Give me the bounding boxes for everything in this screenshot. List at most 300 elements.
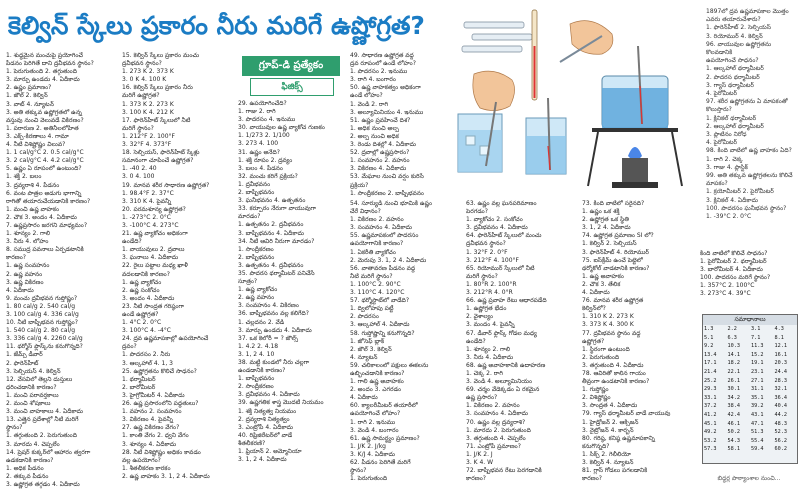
question-line: 57. థర్మోస్టాట్‌లో వాడేది? <box>350 297 410 305</box>
question-line: 3. మారదు 4. చెప్పలేం <box>6 440 60 448</box>
question-line: 1. ఉష్ణ వ్యాకోచం <box>122 278 162 286</box>
question-line: 1. 98.4°F 2. 37°C <box>122 189 174 197</box>
question-line: 2. సాంద్రీకరణం <box>238 383 274 391</box>
subject-label: ఫిజిక్స్ <box>250 78 334 96</box>
question-line: 3. మార్పు ఉండదు 4. ఏదీకాదు <box>238 326 312 334</box>
question-line: 1. అధిక పీడనం <box>6 464 44 472</box>
question-line: 1. మంచి ఉష్ణ వాహకం <box>6 205 60 213</box>
question-line: 3. 212°F 4. 100°F <box>466 256 519 264</box>
question-line: మారడం? <box>238 213 261 221</box>
question-line: 64. ఫారెన్‌హీట్ స్కేలులో మంచు <box>466 232 542 240</box>
answer-cell: 27.1 <box>751 377 764 384</box>
answer-cell: 40.4 <box>774 403 787 410</box>
answer-cell: 22.1 <box>727 368 740 375</box>
question-line: 3. 110°C 4. 120°C <box>350 289 405 297</box>
question-line: 24. ద్రవ ఉష్ణమాపకాల్లో ఉపయోగించే <box>122 335 209 343</box>
question-line: 4. ఏదీకాదు <box>350 394 378 402</box>
answer-cell: 50.2 <box>727 429 740 436</box>
question-line: 69. చర్మం వేడెక్కడం ఏ రకమైన <box>466 386 540 394</box>
question-line: 1. కాంతి వేగం 2. ధ్వని వేగం <box>122 432 189 440</box>
question-line: 1. 212°F 2. 100°F <box>122 132 175 140</box>
question-line: 1. ఉష్ణ అవాహకం <box>582 272 624 280</box>
question-line: 1. పాదరసం 2. ఇనుము <box>350 68 408 76</box>
question-line: 1. జోసెఫ్ బ్లాక్ <box>350 337 385 345</box>
question-line: కనుగొన్నది? <box>582 442 610 450</box>
question-line: 50. ఉష్ణ వాహకత్వం అధికంగా <box>350 84 421 92</box>
answer-cell: 7.1 <box>751 334 761 341</box>
question-line: 1. ద్విలోహపు పట్టీ <box>350 305 394 313</box>
question-line: 1. J/K 2. J/kg <box>350 442 386 450</box>
answer-row <box>703 368 797 377</box>
question-line: 1. గాలి ఉష్ణ అవాహకం <box>350 378 404 386</box>
question-line: 1. వికిరణం 2. వహనం <box>350 216 404 224</box>
question-line: 1. వాయువులు 2. ద్రవాలు <box>122 246 185 254</box>
question-line: 2. మంచి శోషకాలు <box>6 400 51 408</box>
answer-cell: 39.2 <box>751 403 764 410</box>
question-column-7 <box>700 250 796 310</box>
question-line: 3. ఘనాలు 4. ఏదీకాదు <box>122 254 179 262</box>
question-line: 3. 1, 2 4. 10 <box>238 350 275 358</box>
question-line: 3. ద్రవ్యరాశి 4. పీడనం <box>6 181 60 189</box>
question-line: 3. సాంద్రత 4. ఏదీకాదు <box>582 402 638 410</box>
question-line: కింది వాటిలో కొలిచే సాధనం? <box>700 250 768 257</box>
question-line: 1. శీతలీకరణ కారకం <box>122 464 171 472</box>
answer-row <box>703 411 797 420</box>
thermometer-strip-3 <box>462 46 522 52</box>
question-line: 1. 4°C 2. 0°C <box>122 319 162 327</box>
question-line: చేరే విధానం? <box>350 208 381 216</box>
question-line: 2. అల్ప నుంచి అధిక <box>350 132 399 140</box>
section-banner: గ్రూప్-డి ప్రత్యేకం <box>242 56 340 76</box>
question-line: 1. 357°C 2. 100°C <box>700 282 755 290</box>
answer-cell: 36.4 <box>774 394 787 401</box>
question-line: 1. శూన్యం 2. గాలి <box>6 230 51 238</box>
question-line: 1. సిక్స్ 2. గెలీలియో <box>582 450 631 458</box>
question-line: 61. ఉష్ణ సామర్థ్యం ప్రమాణం? <box>350 434 420 442</box>
answer-cell: 26.1 <box>727 377 740 384</box>
answer-row <box>703 420 797 429</box>
question-line: 1. 540 cal/g 2. 80 cal/g <box>6 327 76 335</box>
question-line: 29. ఉపయోగించేది? <box>238 100 287 107</box>
lab-illustration <box>452 6 702 196</box>
answer-cell: 38.4 <box>727 403 740 410</box>
question-line: 1. 32°F 2. 0°F <box>466 248 508 256</box>
question-line: 74. ఉష్ణోగ్రత ప్రమాణం SI లో? <box>582 232 654 240</box>
question-line: 78. ఆవిరితో కాలిన గాయం <box>582 369 646 377</box>
left-hand <box>473 71 515 110</box>
answer-cell: 28.3 <box>774 377 787 384</box>
question-line: 17. ఫారెన్‌హీట్ స్కేలులో నీటి <box>122 116 191 124</box>
question-line: 3. 0 4. 100 <box>122 173 155 181</box>
question-line: 1. ఉష్ణ సంవహనం <box>6 262 50 270</box>
question-line: వస్తువు నుంచి వెలువడే వికిరణం? <box>6 116 84 124</box>
question-line: 28. నీటి విశిష్టోష్ణం అధికం కావడం <box>122 448 201 456</box>
question-line: 3. ఆల్కహాల్ 4. 1, 3 <box>122 359 173 367</box>
question-line: 63. ఉష్ణం వల్ల ఘనపరిమాణం <box>466 200 537 207</box>
question-line: 3. శూన్యం 4. ఏదీకాదు <box>122 440 177 448</box>
question-column-3 <box>238 100 346 490</box>
answer-cell: 54.3 <box>727 437 740 444</box>
question-line: 3. 32°F 4. 373°F <box>122 141 172 149</box>
question-line: 2. బాష్పీభవనం <box>238 189 275 197</box>
answer-cell: 30.1 <box>727 386 740 393</box>
answer-cell: 31.1 <box>751 386 764 393</box>
question-line: 3. ఉత్పతనం 4. ద్రవీభవనం <box>238 261 304 269</box>
question-line: 36. బాష్పీభవనం వల్ల కలిగేది? <box>238 310 309 318</box>
answer-cell: 57.3 <box>704 446 717 453</box>
question-line: శీతలీకరణి? <box>238 439 266 447</box>
question-line: 32. మంచు కరిగే ప్రక్రియ? <box>238 172 298 180</box>
question-line: 3. 0 K 4. 100 K <box>122 76 167 84</box>
answer-cell: 10.3 <box>727 343 740 350</box>
question-line: 80. గరిష్ఠ, కనిష్ఠ ఉష్ణమాపకాన్ని <box>582 434 655 442</box>
question-line: ఉష్ణ ప్రసారం? <box>466 394 498 402</box>
question-line: 7. ఉష్ణప్రసారం జరగని మాధ్యమం? <box>6 221 88 229</box>
question-line: 2. ఫారెన్‌హీట్ <box>6 359 39 367</box>
question-line: 1. పాదరసం 2. నీరు <box>122 351 171 359</box>
question-line: 1. చల్లదనం 2. వేడి <box>238 318 285 326</box>
question-line: ద్రవం? <box>122 343 137 351</box>
question-line: 2. ఉష్ణ వహనం <box>238 294 275 302</box>
question-line: 1. ద్రవీభవనం <box>238 180 271 188</box>
answer-row <box>703 359 797 368</box>
question-line: 12. వేసవిలో తెల్లని దుస్తులు <box>6 375 73 383</box>
question-line: 4. ఏదీకాదు <box>582 289 610 297</box>
question-line: 9. మంచు ద్రవీభవన గుప్తోష్ణం? <box>6 294 78 302</box>
question-line: 75. ఐస్‌క్రీమ్ ఉంచే పెట్టెలో <box>582 256 643 264</box>
question-column-5 <box>466 200 578 490</box>
question-line: 1. థర్మామీటర్ <box>122 375 156 383</box>
answer-key-box <box>702 314 798 464</box>
answer-cell: 49.2 <box>704 429 717 436</box>
question-line: కారణం? <box>6 254 26 262</box>
question-line: 3. -100°C 4. 273°C <box>122 221 179 229</box>
question-line: 67. డీవార్ ఫ్లాస్క్ గోడల మధ్య <box>466 329 537 337</box>
question-line: 1. 1 cal/g°C 2. 0.5 cal/g°C <box>6 149 84 157</box>
question-line: 2. ఉష్ణం ప్రమాణం? <box>6 84 52 92</box>
question-line: 3. 100°C 4. -4°C <box>122 327 171 335</box>
question-line: 3. మందం 4. పైవన్నీ <box>466 321 515 329</box>
answer-cell: 60.2 <box>774 446 787 453</box>
question-line: 2. ఉష్ణోగ్రత ఒక స్థితి <box>582 216 629 224</box>
question-line: 76. మానవ శరీర ఉష్ణోగ్రత <box>582 297 644 305</box>
question-line: 3. ద్రవీభవనం 4. ఏదీకాదు <box>238 391 300 399</box>
question-line: 3. ఉష్ణ వికిరణం <box>6 278 44 286</box>
question-line: 3. 273°C 4. 39°C <box>700 290 751 298</box>
question-line: ఉండే లోహం? <box>350 92 383 100</box>
answer-cell: 8.1 <box>774 334 784 341</box>
question-line: 68. ఉష్ణ అవాహకానికి ఉదాహరణ <box>466 361 546 369</box>
question-line: 2. జౌల్ 3. కెల్విన్ <box>350 345 392 353</box>
question-line: 3. సెల్సియస్ 4. కెల్విన్ <box>6 367 61 375</box>
question-line: 3. నీరు 4. ఏదీకాదు <box>466 353 514 361</box>
answer-row <box>703 402 797 411</box>
question-line: 3. సంవహనం 4. ఏదీకాదు <box>466 410 528 418</box>
question-line: 2. పెరుగుతుంది <box>582 353 620 361</box>
question-line: 1. -273°C 2. 0°C <box>122 213 171 221</box>
question-line: 1. పెరుగుతుంది <box>350 475 388 483</box>
question-line: ఉండేది? <box>466 337 486 345</box>
answer-cell: 4.3 <box>774 326 784 332</box>
question-line: 3. 1, 2 4. ఏదీకాదు <box>238 456 287 464</box>
question-line: 3. మంచి వాహకాలు 4. ఏదీకాదు <box>6 408 83 416</box>
question-line: 71. ఎంట్రోపీ ప్రమాణం? <box>466 442 521 450</box>
question-line: ధరించడానికి కారణం? <box>6 383 57 391</box>
question-line: 26. ఉష్ణ ప్రసారంలోని పద్ధతులు? <box>122 400 199 408</box>
question-line: 3. K/J 4. ఏదీకాదు <box>350 450 395 458</box>
answer-cell: 46.1 <box>727 420 740 427</box>
answer-cell: 32.1 <box>774 386 787 393</box>
question-column-1 <box>6 52 118 490</box>
answer-cell: 59.4 <box>751 446 764 453</box>
question-line: 3. 336 cal/g 4. 2260 cal/g <box>6 335 83 343</box>
question-line: 3. ద్రవీభవనం 4. ఏదీకాదు <box>466 224 528 232</box>
question-line: 62. పీడనం పెరిగితే మరిగే <box>350 459 411 466</box>
top-right-questions: 1897లో ద్రవ ఉష్ణమాపకాల మొత్తం ఎవరు తయారుచేశారు? 1. ఫారెన్‌హీట్ 2. సెల్సియస్ 3. రియోముర్‌ 4. కెల్విన్ 96. వాయువుల ఉష్ణోగ్రతను కొలవడానికి ఉపయోగించే సాధనం? 1. ఆల్కహాల్ థర్మామీటర్ 2. పాదరస థర్మామీటర్ 3. గ్యాస్ థర్మామీటర్ 4. పైరోమీటర్ 97. శరీర ఉష్ణోగ్రతను ఏ మాపకంతో కొలుస్తారు? 1. క్లినికల్ థర్మామీటర్ 2. ఆల్కహాల్ థర్మామీటర్ 3. ప్లాటినం నిరోధ 4. పైరోమీటర్ 98. కింది వాటిలో ఉష్ణ వాహకం ఏది? 1. రాగి 2. చెక్క 3. గాజు 4. ప్లాస్టిక్ 99. అతి తక్కువ ఉష్ణోగ్రతలను కొలిచే మాపకం? 1. క్రయోమీటర్ 2. పైరోమీటర్ 3. క్లినికల్ 4. ఏదీకాదు 100. పాదరసం ఘనీభవన స్థానం? 1. -39°C 2. 0°C <box>706 8 793 221</box>
question-line: మరిగే ఉష్ణోగ్రత? <box>122 92 160 100</box>
question-line: 1. పైరోమీటర్ 2. థర్మామీటర్ <box>700 258 767 266</box>
question-line: 3. సంవహనం 4. ఏదీకాదు <box>350 224 412 232</box>
question-line: 1. 80 cal/g 2. 540 cal/g <box>6 302 76 310</box>
question-line: 70. ఉష్ణం వల్ల ద్రవ్యరాశి? <box>466 418 526 426</box>
answer-cell: 58.1 <box>727 446 740 453</box>
question-column-4 <box>350 200 462 490</box>
question-line: 3. K 4. W <box>466 459 494 466</box>
question-line: 53. మేఘాల నుంచి వర్షం కురిసే <box>350 173 424 181</box>
answer-cell: 56.2 <box>774 437 787 444</box>
headline: కెల్విన్ స్కేలు ప్రకారం నీరు మరిగే ఉష్ణోగ్రత? <box>8 11 425 40</box>
question-line: పెరగడం? <box>466 208 488 216</box>
question-line: 3. తగ్గుతుంది 4. ఏదీకాదు <box>582 361 644 369</box>
question-line: 3. 273 4. 100 <box>238 140 279 148</box>
answer-cell: 3.1 <box>751 326 761 332</box>
question-line: 2. బాష్పీభవనం <box>238 253 275 261</box>
question-column-6 <box>582 200 694 490</box>
answer-key-table <box>703 325 797 454</box>
question-line: 2. ఉష్ణ వహనం <box>6 270 43 278</box>
question-line: 73. కింది వాటిలో సరైనది? <box>582 200 645 207</box>
question-line: ఉడకడానికి కారణం? <box>6 456 54 464</box>
question-line: 3. నైట్రోజన్ 4. కార్బన్ <box>582 426 634 434</box>
question-line: ఉండడానికి కారణం? <box>238 367 286 375</box>
question-line: 58. గుప్తోష్ణాన్ని కనుగొన్నది? <box>350 329 415 337</box>
question-line: 77. ద్రవీభవన స్థానం వద్ద <box>582 329 641 337</box>
question-line: 3. ఉష్ణోగ్రత తగ్గడం 4. ఏదీకాదు <box>6 480 80 488</box>
question-line: 3. వికిరణం 4. ఏదీకాదు <box>350 165 407 173</box>
question-line: 3. కెల్విన్ 4. న్యూటన్ <box>582 459 634 466</box>
question-line: 3. రాగి 4. బంగారం <box>350 76 396 84</box>
answer-cell: 6.3 <box>727 334 737 341</box>
question-line: 18. సెల్సియస్, ఫారెన్‌హీట్ స్కేళ్లు <box>122 149 200 157</box>
question-line: ఉష్ణోగ్రత? <box>582 337 605 345</box>
question-line: 2. ఉష్ణ వాహకం 3. 1, 2 4. ఏదీకాదు <box>122 472 210 480</box>
question-line: 4. న్యూటన్ <box>350 353 378 361</box>
answer-cell: 18.2 <box>727 360 740 367</box>
question-line: 72. బాష్పీభవన రేటు పెరగడానికి <box>466 467 542 475</box>
question-line: 3. ఎంట్రోపీ 4. ఏదీకాదు <box>238 423 293 431</box>
answer-cell: 55.4 <box>751 437 764 444</box>
answer-row <box>703 377 797 386</box>
question-line: 27. ఉష్ణ వికిరణం వేగం? <box>122 424 180 432</box>
answer-cell: 16.1 <box>774 351 787 358</box>
question-line: 1. హైడ్రోజన్ 2. ఆక్సిజన్ <box>582 418 639 426</box>
question-line: 1. సంవహనం 2. వహనం <box>350 157 410 165</box>
question-line: 8. సముద్ర పవనాలు ఏర్పడటానికి <box>6 246 84 254</box>
question-line: 3. ఘనీభవనం 4. ఉత్పతనం <box>238 197 306 205</box>
question-line: 2. ద్రవ్యరాశి నిత్యత్వం <box>238 415 290 423</box>
question-line: 31. ఉష్ణం అనేది? <box>238 148 280 156</box>
answer-row <box>703 342 797 351</box>
question-line: 2. అందం 3. ఎగరడం <box>350 386 402 394</box>
question-line: 39. ఉష్ణగతిక శాస్త్ర మొదటి నియమం <box>238 399 324 407</box>
answer-cell: 42.4 <box>727 411 740 418</box>
answer-row <box>703 351 797 360</box>
question-line: 1. శుద్ధమైన మంచుపై ప్రయోగించే <box>6 52 83 59</box>
question-line: 1. -40 2. 40 <box>122 165 157 173</box>
answer-cell: 19.1 <box>751 360 764 367</box>
question-line: 3. 100 cal/g 4. 336 cal/g <box>6 311 79 318</box>
answer-key-header: సమాధానాలు <box>703 315 797 325</box>
answer-row <box>703 325 797 334</box>
answer-cell: 11.3 <box>751 343 764 350</box>
question-line: పీడనం పెరిగితే దాని ద్రవీభవన స్థానం? <box>6 60 94 68</box>
question-line: 1. 100°C 2. 90°C <box>350 280 401 288</box>
answer-cell: 13.4 <box>704 351 717 358</box>
question-line: 3. వెండి 4. బంగారం <box>350 426 399 434</box>
question-line: 1. గుప్తోష్ణం <box>582 386 609 394</box>
question-line: 22. రైలు పట్టాల మధ్య ఖాళీ <box>122 262 189 270</box>
question-line: ఉబ్బించడానికి కారణం? <box>350 369 405 377</box>
answer-cell: 34.2 <box>727 394 740 401</box>
tripod-top <box>592 128 678 132</box>
question-line: తీవ్రంగా ఉండటానికి కారణం? <box>582 378 650 386</box>
question-line: 3. 1, 2 4. ఏదీకాదు <box>582 224 631 232</box>
question-line: 3. బాష్పీభవనం 4. ఏదీకాదు <box>238 229 304 237</box>
answer-cell: 29.3 <box>704 386 717 393</box>
question-line: 1. 310 K 2. 273 K <box>582 313 634 321</box>
question-line: 38. మట్టి కుండలో నీరు చల్లగా <box>238 359 310 366</box>
question-line: 1. 373 K 2. 273 K <box>122 100 174 108</box>
question-line: 1. 273 K 2. 373 K <box>122 68 174 76</box>
question-line: 52. ద్రవాల్లో ఉష్ణప్రసారం? <box>350 149 410 157</box>
question-column-2 <box>122 52 234 490</box>
question-line: 2. ఉష్ణ సంకోచం <box>122 286 160 294</box>
question-line: 66. ఉష్ణ ప్రవాహ రేటు ఆధారపడేది <box>466 297 547 305</box>
answer-row <box>703 437 797 446</box>
question-line: 1. 80°R 2. 100°R <box>466 280 517 288</box>
question-line: 10. నీటి బాష్పీభవన గుప్తోష్ణం? <box>6 319 78 327</box>
question-line: 3. అందం 4. ఏదీకాదు <box>122 294 175 302</box>
question-line: 1. చెక్క 2. రాగి <box>466 369 503 377</box>
answer-row <box>703 385 797 394</box>
question-line: 3. వెండి 4. అల్యూమినియం <box>466 378 533 386</box>
question-line: వల్ల ఉపయోగం? <box>122 456 161 464</box>
question-line: ఉండేది? <box>122 238 142 246</box>
question-line: 1. 4.2 2. 4.18 <box>238 342 279 350</box>
answer-cell: 35.1 <box>751 394 764 401</box>
question-line: 2. బారోమీటర్ <box>122 383 156 391</box>
answer-cell: 23.1 <box>751 368 764 375</box>
question-line: 3. 2 cal/g°C 4. 4.2 cal/g°C <box>6 157 84 165</box>
answer-cell: 25.2 <box>704 377 717 384</box>
question-line: 3. వాట్ 4. న్యూటన్ <box>6 100 54 108</box>
question-line: కెల్విన్‌లో? <box>582 305 606 313</box>
question-line: 3. బారోమీటర్ 4. ఏదీకాదు <box>700 266 763 274</box>
answer-cell: 48.3 <box>774 420 787 427</box>
question-line: 1. పరారుణ 2. అతినీలలోహిత <box>6 124 79 132</box>
question-line: 1. జౌల్ 2. కెల్విన్ <box>6 92 48 100</box>
question-line: ద్రవ రూపంలో ఉండే లోహం? <box>350 60 416 68</box>
question-line: 40. రిఫ్రిజిరేటర్‌లో వాడే <box>238 431 293 439</box>
question-line: 3. ఎక్స్-కిరణాలు 4. గామా <box>6 132 69 140</box>
burner <box>622 158 648 182</box>
thermometer-strip-2 <box>472 34 532 40</box>
question-line: 23. నీటి సాంద్రత గరిష్ఠంగా <box>122 302 185 310</box>
answer-cell: 41.2 <box>704 411 717 418</box>
question-line: 5. ఉష్ణం ఏ రూపంలో ఉంటుంది? <box>6 165 82 173</box>
question-line: 2. విశిష్టోష్ణం <box>582 394 611 402</box>
question-line: 2. మెరుపు 3. 1, 2 4. ఏదీకాదు <box>350 256 427 264</box>
question-line: 3. అల్యూమినియం 4. ఇనుము <box>350 108 424 116</box>
question-line: 1. శక్తి నిత్యత్వ నియమం <box>238 407 297 415</box>
question-line: 55. ఉష్ణమాపకంలో పాదరసం <box>350 232 419 240</box>
question-line: 65. రియోముర్ స్కేలులో నీటి <box>466 264 535 272</box>
question-line: 1. బాష్పీభవనం <box>238 375 275 383</box>
answer-cell: 43.1 <box>751 411 764 418</box>
question-line: 19. మానవ శరీర సాధారణ ఉష్ణోగ్రత? <box>122 181 210 189</box>
question-line: 79. గ్యాస్ థర్మామీటర్ వాడే వాయువు <box>582 410 671 418</box>
question-line: 1. శక్తి 2. బలం <box>6 173 42 181</box>
question-line: 1. కెల్విన్ 2. సెల్సియస్ <box>582 240 637 248</box>
question-line: 1. 1/273 2. 1/100 <box>238 132 290 140</box>
question-line: వదలడానికి కారణం? <box>122 270 170 278</box>
question-line: 59. చలికాలంలో పక్షులు ఈకలను <box>350 361 429 369</box>
question-line: 33. కర్పూరం నేరుగా వాయువుగా <box>238 205 317 213</box>
answer-cell: 5.1 <box>704 334 714 341</box>
question-line: 100. పాదరసం మరిగే స్థానం? <box>700 274 771 282</box>
question-line: 6. వంట పాత్రల అడుగు భాగాన్ని <box>6 189 82 197</box>
question-line: 3. 100 K 4. 212 K <box>122 108 174 116</box>
question-line: 35. పాదరస థర్మామీటర్ పనిచేసే <box>238 269 315 277</box>
question-line: 2. పాదరసం <box>350 313 379 321</box>
answer-row <box>703 445 797 454</box>
question-line: 1. శూన్యం 2. గాలి <box>466 345 511 353</box>
question-line: 1. ఏకరీతి వ్యాకోచం <box>350 248 396 256</box>
question-line: 3. నీరు 4. లోహం <box>6 238 49 246</box>
question-line: సూత్రం? <box>238 278 258 286</box>
question-line: 1. ఉష్ణోగ్రత భేదం <box>466 305 507 313</box>
question-line: రాగితో తయారుచేయడానికి కారణం? <box>6 197 91 205</box>
question-line: 34. నీటి ఆవిరి నీరుగా మారడం? <box>238 237 315 245</box>
question-line: మరిగే స్థానం? <box>466 272 498 280</box>
question-line: 1. ఉష్ణం ఒక శక్తి <box>582 208 620 216</box>
question-line: 16. కెల్విన్ స్కేలు ప్రకారం నీరు <box>122 84 193 92</box>
question-line: 2. చౌక 3. తేలిక <box>582 280 621 288</box>
question-line: 54. సూర్యుడి నుంచి భూమికి ఉష్ణం <box>350 200 432 207</box>
question-line: నీటి మరిగే స్థానం? <box>350 272 393 280</box>
answer-cell: 33.1 <box>704 394 717 401</box>
answer-cell: 9.2 <box>704 343 714 350</box>
question-line: 1. మంచి పరావర్తకాలు <box>6 391 59 399</box>
answer-cell: 45.1 <box>704 420 717 427</box>
question-line: ప్రక్రియ? <box>350 181 369 189</box>
question-line: 21. ఉష్ణ వ్యాకోచం అధికంగా <box>122 230 188 238</box>
answer-cell: 15.2 <box>751 351 764 358</box>
answer-cell: 47.1 <box>751 420 764 427</box>
question-line: ద్రవీభవన స్థానం? <box>466 240 506 248</box>
question-line: 2. వైశాల్యం <box>466 313 494 321</box>
question-line: 2. తక్కువ పీడనం <box>6 472 49 480</box>
